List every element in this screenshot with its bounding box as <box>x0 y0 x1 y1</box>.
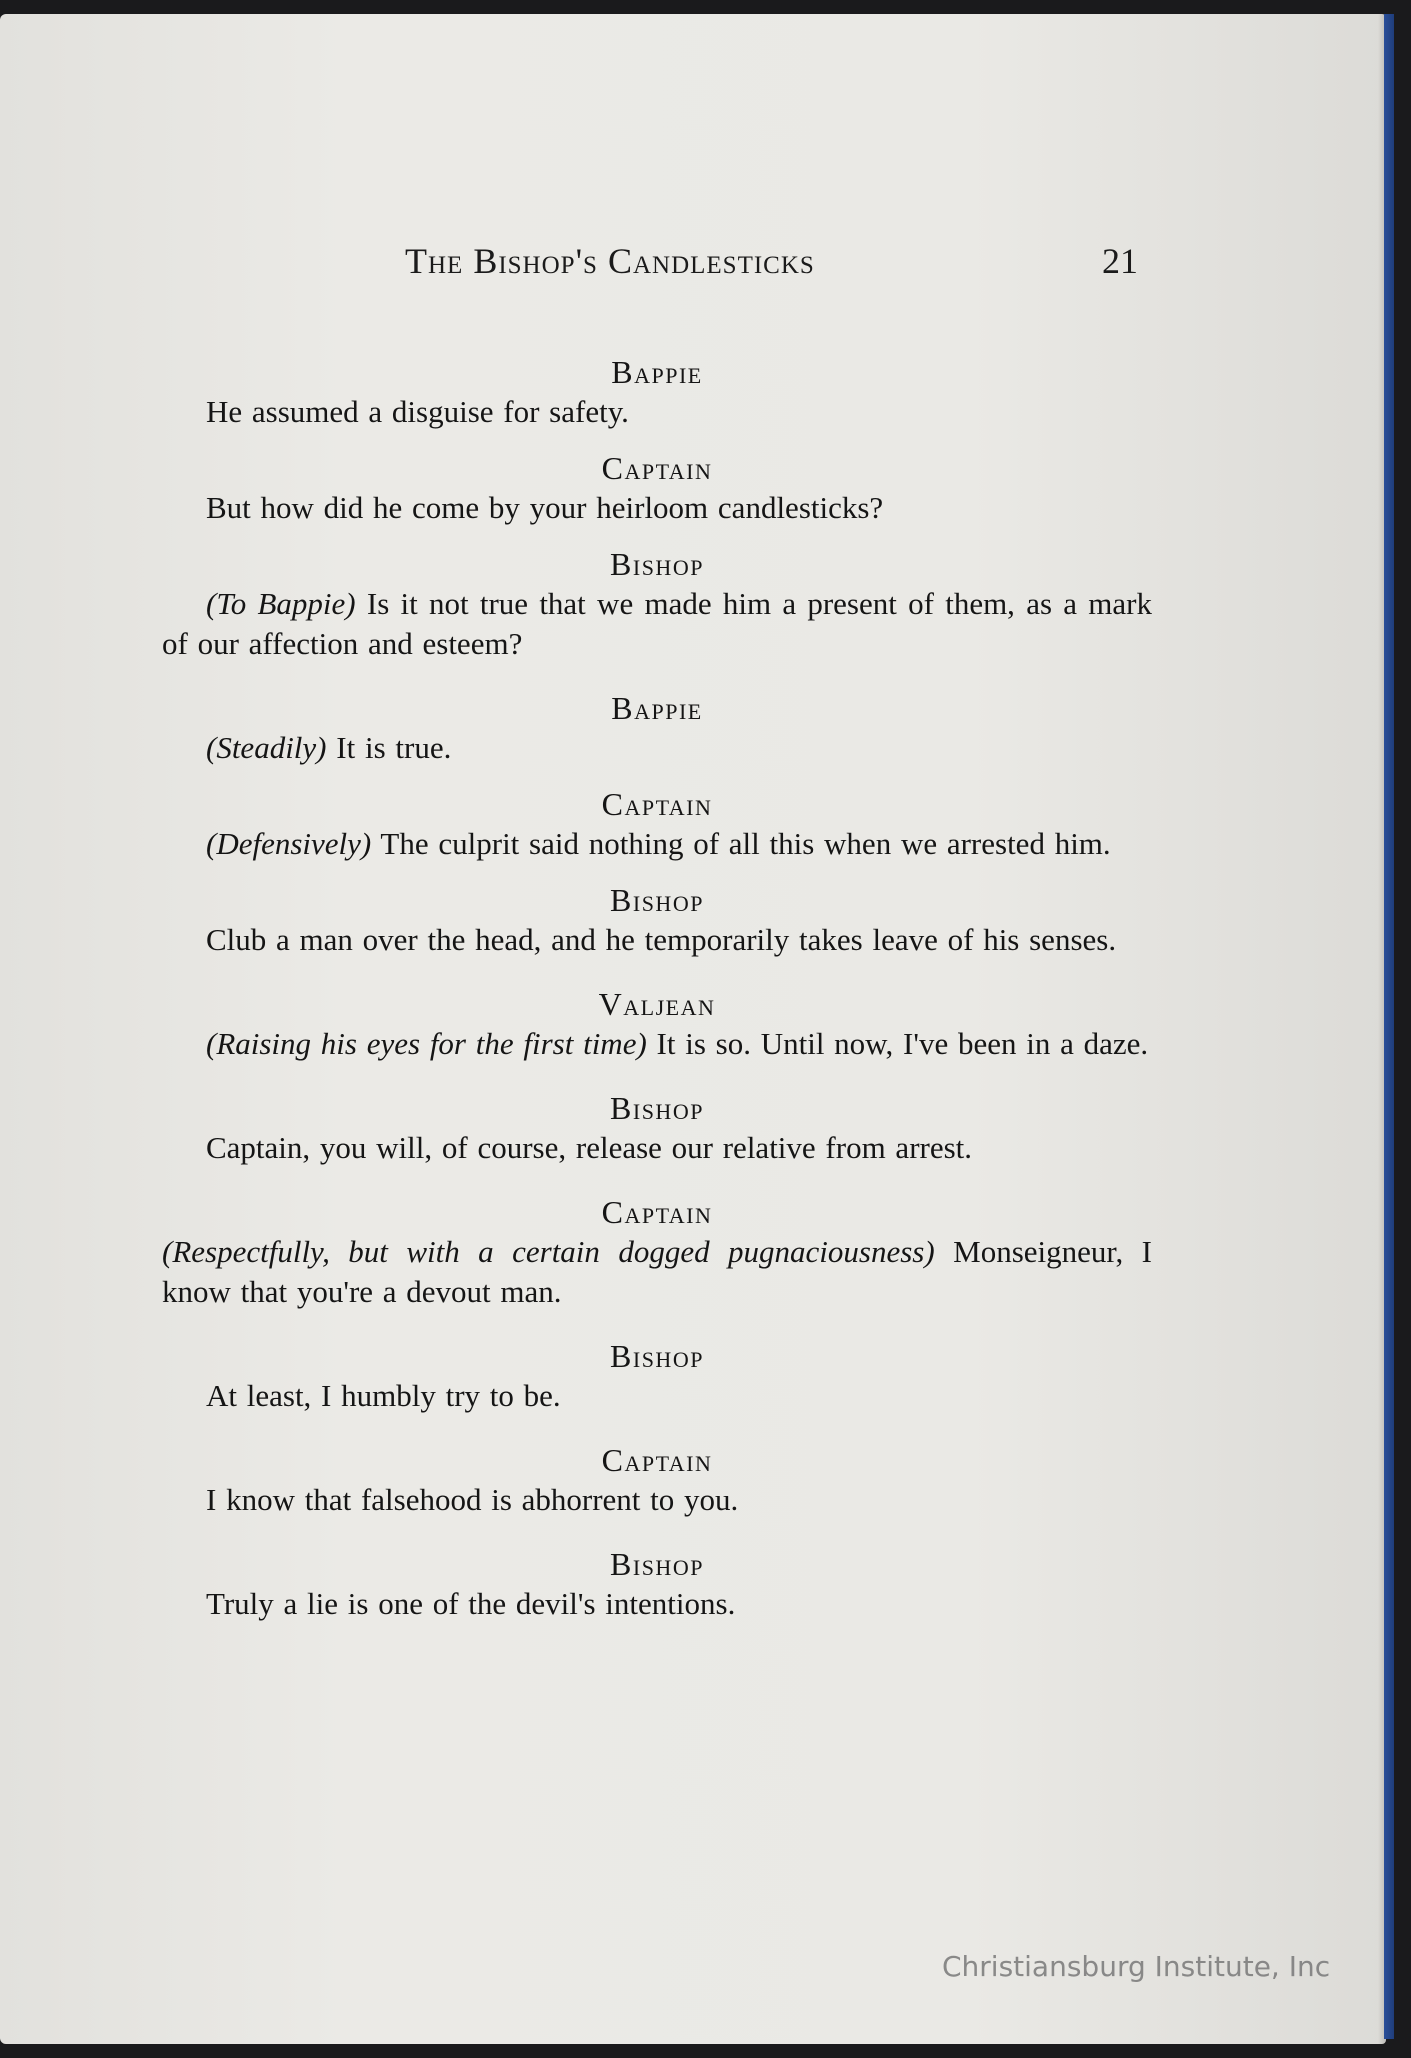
speaker-name: Bishop <box>610 1090 704 1126</box>
dialogue-line <box>162 488 1152 528</box>
line-text: It is true. <box>326 730 452 765</box>
speaker-name: Bishop <box>610 882 704 918</box>
stage-direction: (Defensively) <box>206 826 372 861</box>
watermark: Christiansburg Institute, Inc <box>942 1950 1331 1983</box>
book-cover-edge <box>1384 14 1394 2039</box>
speaker-name: Captain <box>601 786 713 822</box>
line-text: Truly a lie is one of the devil's intentions. <box>206 1586 736 1621</box>
speaker-name: Captain <box>601 1442 713 1478</box>
line-text: At least, I humbly try to be. <box>206 1378 561 1413</box>
speaker-name: Valjean <box>598 986 716 1022</box>
page-header <box>0 240 1386 290</box>
line-text: Club a man over the head, and he temporarily takes leave of his senses. <box>206 922 1117 957</box>
stage-direction: (To Bappie) <box>206 586 356 621</box>
line-text: Monseigneur, I know that you're a devout man. <box>162 1234 1152 1309</box>
dialogue-line <box>162 824 1152 864</box>
play-text <box>162 346 1152 1624</box>
dialogue-line <box>162 1024 1152 1064</box>
dialogue-line <box>162 1232 1152 1312</box>
running-title: The Bishop's Candlesticks <box>405 241 815 281</box>
dialogue-line <box>162 1584 1152 1624</box>
dialogue-line <box>162 584 1152 664</box>
line-text: The culprit said nothing of all this when we arrested him. <box>371 826 1111 861</box>
speaker-name: Bappie <box>611 354 703 390</box>
dialogue-line <box>162 392 1152 432</box>
stage-direction: (Respectfully, but with a certain dogged pugnaciousness) <box>162 1234 935 1269</box>
dialogue-line <box>162 728 1152 768</box>
dialogue-line <box>162 1128 1152 1168</box>
line-text: He assumed a disguise for safety. <box>206 394 629 429</box>
stage-direction: (Raising his eyes for the first time) <box>206 1026 647 1061</box>
line-text: But how did he come by your heirloom candlesticks? <box>206 490 884 525</box>
line-text: Is it not true that we made him a present of them, as a mark of our affection and esteem? <box>162 586 1152 661</box>
speaker-name: Bishop <box>610 546 704 582</box>
line-text: It is so. Until now, I've been in a daze. <box>646 1026 1149 1061</box>
speaker-name: Captain <box>601 450 713 486</box>
speaker-name: Captain <box>601 1194 713 1230</box>
speaker-name: Bappie <box>611 690 703 726</box>
line-text: Captain, you will, of course, release our relative from arrest. <box>206 1130 973 1165</box>
page-number: 21 <box>1102 241 1138 281</box>
book-page <box>0 14 1386 2044</box>
dialogue-line <box>162 920 1152 960</box>
line-text: I know that falsehood is abhorrent to you. <box>206 1482 739 1517</box>
speaker-name: Bishop <box>610 1546 704 1582</box>
speaker-name: Bishop <box>610 1338 704 1374</box>
dialogue-line <box>162 1376 1152 1416</box>
stage-direction: (Steadily) <box>206 730 327 765</box>
dialogue-line <box>162 1480 1152 1520</box>
